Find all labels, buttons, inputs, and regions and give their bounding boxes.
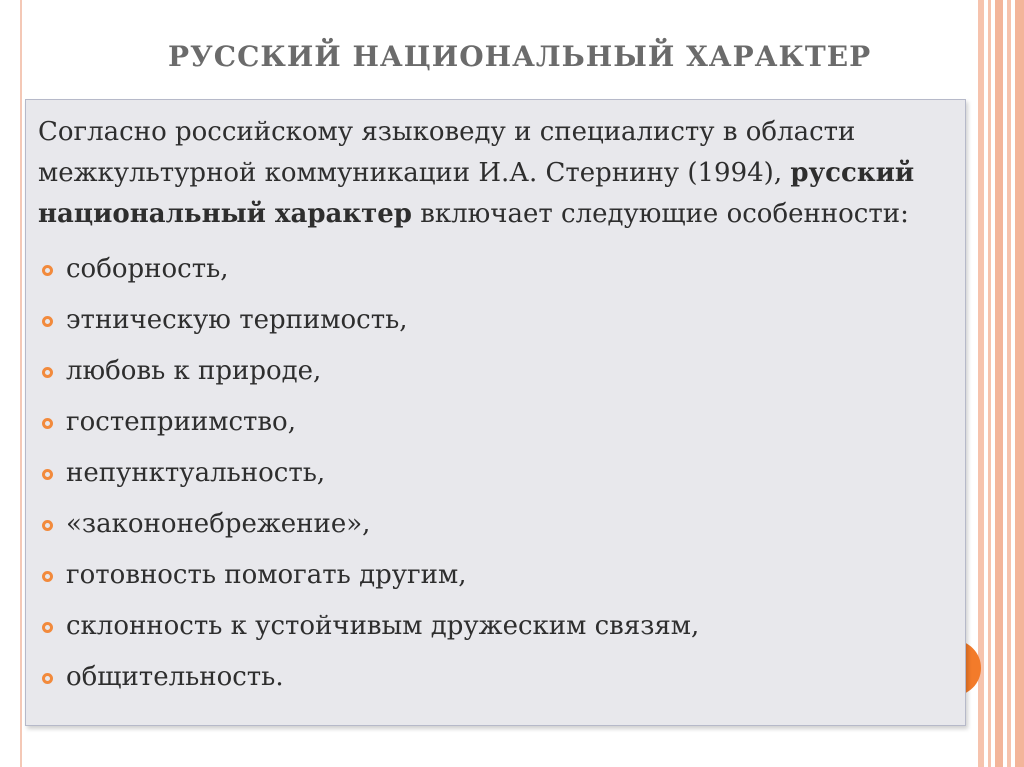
ring-bullet-icon (42, 673, 53, 684)
list-item (38, 243, 955, 294)
list-item-text: гостеприимство, (66, 406, 296, 437)
decor-stripe (1015, 0, 1024, 767)
list-item (38, 396, 955, 447)
decor-stripe (995, 0, 1003, 767)
list-item (38, 651, 955, 702)
list-item-text: любовь к природе, (66, 355, 322, 386)
list-item (38, 447, 955, 498)
ring-bullet-icon (42, 469, 53, 480)
list-item-text: «закононебрежение», (66, 508, 371, 539)
decor-stripe (988, 0, 991, 767)
ring-bullet-icon (42, 265, 53, 276)
ring-bullet-icon (42, 316, 53, 327)
ring-bullet-icon (42, 520, 53, 531)
list-item (38, 600, 955, 651)
list-item (38, 345, 955, 396)
list-item-text: соборность, (66, 253, 229, 284)
left-border-line (20, 0, 22, 767)
intro-paragraph (38, 112, 953, 235)
list-item-text: непунктуальность, (66, 457, 326, 488)
ring-bullet-icon (42, 367, 53, 378)
list-item-text: общительность. (66, 661, 284, 692)
list-item-text: склонность к устойчивым дружеским связям, (66, 610, 700, 641)
list-item-text: готовность помогать другим, (66, 559, 467, 590)
decor-stripe (978, 0, 984, 767)
slide-title: РУССКИЙ НАЦИОНАЛЬНЫЙ ХАРАКТЕР (168, 40, 872, 73)
list-item-text: этническую терпимость, (66, 304, 408, 335)
content-box (25, 99, 966, 726)
intro-text-start: Согласно российскому языковеду и специалисту в области межкультурной коммуникации И.А. Стернину (1994), (38, 117, 856, 188)
features-list (38, 243, 955, 702)
ring-bullet-icon (42, 571, 53, 582)
decor-stripe (1007, 0, 1011, 767)
ring-bullet-icon (42, 418, 53, 429)
ring-bullet-icon (42, 622, 53, 633)
intro-text-bold: русский национальный характер (38, 158, 915, 229)
intro-text-end: включает следующие особенности: (411, 199, 909, 229)
list-item (38, 498, 955, 549)
list-item (38, 549, 955, 600)
list-item (38, 294, 955, 345)
